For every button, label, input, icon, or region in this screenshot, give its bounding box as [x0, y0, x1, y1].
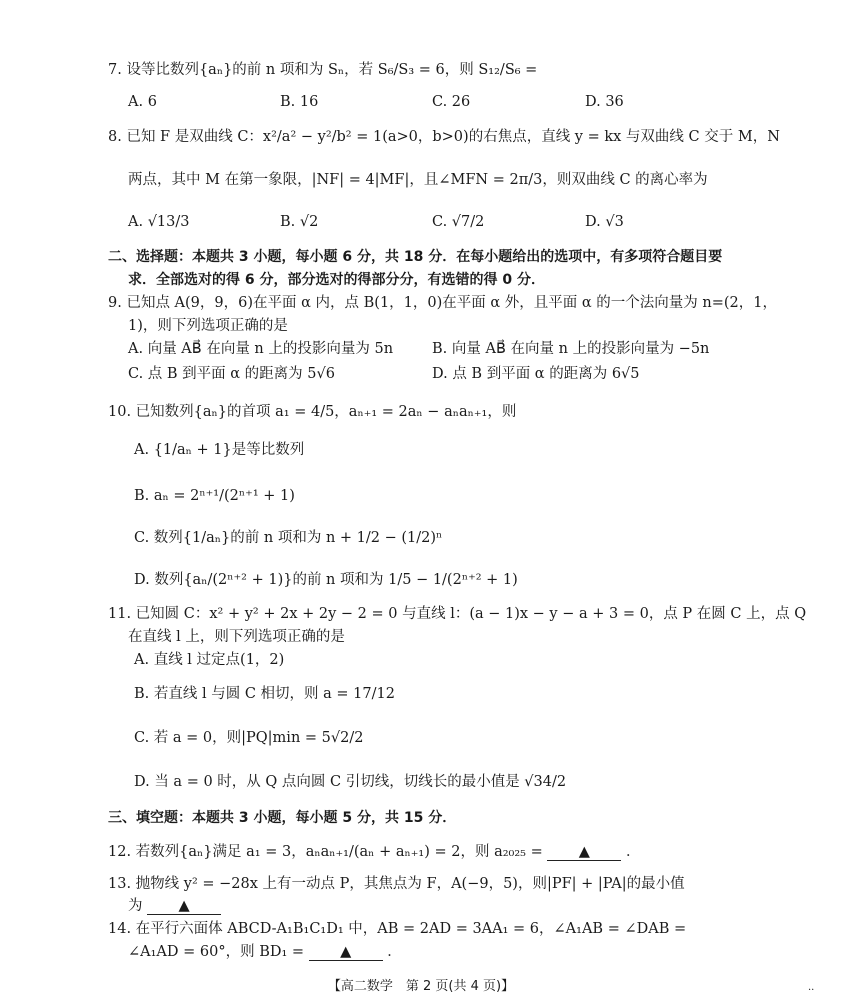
q9-option-d: D. 点 B 到平面 α 的距离为 6√5	[432, 366, 640, 382]
q8-option-c: C. √7/2	[432, 214, 485, 230]
q9-option-b: B. 向量 AB⃗ 在向量 n 上的投影向量为 −5n	[432, 341, 710, 357]
q9-line2: 1)，则下列选项正确的是	[128, 318, 288, 334]
q7-option-a: A. 6	[128, 94, 157, 110]
q14-line2	[128, 942, 402, 962]
q14-line2-text: ∠A₁AD = 60°，则 BD₁ =	[128, 944, 305, 960]
q14-end: ．	[387, 944, 402, 960]
q7-option-c: C. 26	[432, 94, 471, 110]
q14-answer-blank	[309, 944, 383, 961]
q8-line1: 8. 已知 F 是双曲线 C：x²/a² − y²/b² = 1(a>0，b>0)的右焦点，直线 y = kx 与双曲线 C 交于 M，N	[108, 129, 780, 145]
q13-answer-blank	[147, 898, 221, 915]
q11-option-d: D. 当 a = 0 时，从 Q 点向圆 C 引切线，切线长的最小值是 √34/2	[134, 774, 567, 790]
q9-option-c: C. 点 B 到平面 α 的距离为 5√6	[128, 366, 335, 382]
q11-option-c: C. 若 a = 0，则|PQ|min = 5√2/2	[134, 730, 364, 746]
triangle-icon: ▲	[578, 844, 590, 860]
q14-line1: 14. 在平行六面体 ABCD-A₁B₁C₁D₁ 中，AB = 2AD = 3AA₁ = 6，∠A₁AB = ∠DAB =	[108, 921, 687, 937]
q12-end: ．	[625, 844, 641, 860]
q7-stem: 7. 设等比数列{aₙ}的前 n 项和为 Sₙ，若 S₆/S₃ = 6，则 S₁₂/S₆ =	[108, 62, 538, 78]
page-footer: 【高二数学 第 2 页(共 4 页)】	[327, 979, 515, 994]
triangle-icon: ▲	[340, 944, 352, 960]
q11-line1: 11. 已知圆 C：x² + y² + 2x + 2y − 2 = 0 与直线 l：(a − 1)x − y − a + 3 = 0，点 P 在圆 C 上，点 Q	[108, 606, 807, 622]
q12	[108, 842, 640, 862]
q10-option-a: A. {1/aₙ + 1}是等比数列	[134, 442, 305, 458]
q12-text: 12. 若数列{aₙ}满足 a₁ = 3，aₙaₙ₊₁/(aₙ + aₙ₊₁) = 2，则 a₂₀₂₅ =	[108, 844, 543, 860]
section3-heading: 三、填空题：本题共 3 小题，每小题 5 分，共 15 分．	[108, 810, 457, 826]
q7-option-b: B. 16	[280, 94, 319, 110]
q8-option-a: A. √13/3	[128, 214, 190, 230]
q8-line2: 两点，其中 M 在第一象限，|NF| = 4|MF|，且∠MFN = 2π/3，则双曲线 C 的离心率为	[128, 172, 708, 188]
q13-line2-prefix: 为	[128, 898, 143, 914]
q8-option-d: D. √3	[585, 214, 624, 230]
q9-line1: 9. 已知点 A(9，9，6)在平面 α 内，点 B(1，1，0)在平面 α 外，且平面 α 的一个法向量为 n=(2，1，	[108, 295, 778, 311]
section2-heading-line1: 二、选择题：本题共 3 小题，每小题 6 分，共 18 分．在每小题给出的选项中，有多项符合题目要	[108, 249, 723, 265]
q9-option-a: A. 向量 AB⃗ 在向量 n 上的投影向量为 5n	[128, 341, 394, 357]
corner-mark: ..	[808, 982, 815, 993]
q11-option-a: A. 直线 l 过定点(1，2)	[134, 652, 285, 668]
q13-line1: 13. 抛物线 y² = −28x 上有一动点 P，其焦点为 F，A(−9，5)，则|PF| + |PA|的最小值	[108, 876, 685, 892]
q13-line2	[128, 896, 221, 916]
q10-option-c: C. 数列{1/aₙ}的前 n 项和为 n + 1/2 − (1/2)ⁿ	[134, 530, 443, 546]
q11-line2: 在直线 l 上，则下列选项正确的是	[128, 629, 345, 645]
triangle-icon: ▲	[178, 898, 190, 914]
q7-option-d: D. 36	[585, 94, 624, 110]
q11-option-b: B. 若直线 l 与圆 C 相切，则 a = 17/12	[134, 686, 395, 702]
q10-option-b: B. aₙ = 2ⁿ⁺¹/(2ⁿ⁺¹ + 1)	[134, 488, 295, 504]
q10-option-d: D. 数列{aₙ/(2ⁿ⁺² + 1)}的前 n 项和为 1/5 − 1/(2ⁿ⁺² + 1)	[134, 572, 518, 588]
q12-answer-blank	[547, 844, 621, 861]
section2-heading-line2: 求．全部选对的得 6 分，部分选对的得部分分，有选错的得 0 分．	[128, 272, 545, 288]
q10-stem: 10. 已知数列{aₙ}的首项 a₁ = 4/5，aₙ₊₁ = 2aₙ − aₙaₙ₊₁，则	[108, 404, 517, 420]
q8-option-b: B. √2	[280, 214, 319, 230]
